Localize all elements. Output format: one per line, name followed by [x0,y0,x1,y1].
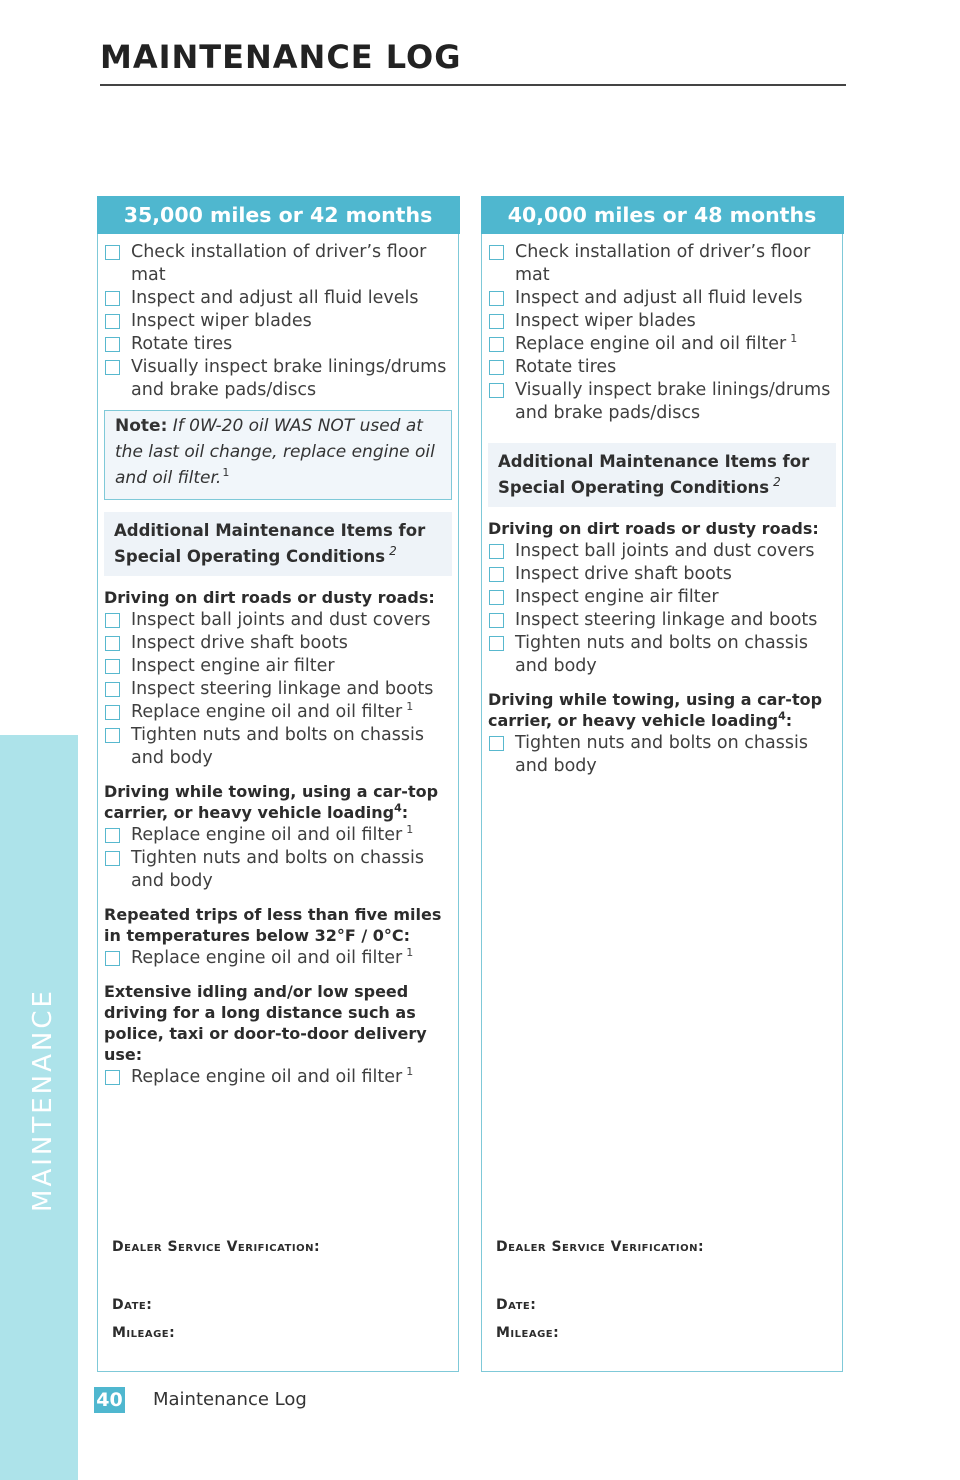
checkbox-icon[interactable] [105,659,120,674]
checklist-item: Inspect wiper blades [104,310,452,333]
dealer-verification-label: Dealer Service Verification: [112,1239,321,1255]
checklist-item: Tighten nuts and bolts on chassis and body [488,732,836,778]
checklist-item: Visually inspect brake linings/drums and brake pads/discs [488,379,836,425]
title-rule [100,84,846,86]
checklist-item: Visually inspect brake linings/drums and brake pads/discs [104,356,452,402]
checkbox-icon[interactable] [105,828,120,843]
section-tab-label: MAINTENANCE [28,988,58,1212]
note-label: Note: [115,415,168,436]
footnote-ref: 1 [406,1064,414,1078]
checkbox-icon[interactable] [489,567,504,582]
checkbox-icon[interactable] [105,360,120,375]
checkbox-icon[interactable] [489,590,504,605]
page-footer-label: Maintenance Log [153,1389,307,1410]
checkbox-icon[interactable] [105,705,120,720]
checklist-item: Inspect and adjust all fluid levels [104,287,452,310]
footnote-ref: 2 [773,475,781,489]
checkbox-icon[interactable] [105,613,120,628]
checklist-item: Inspect ball joints and dust covers [104,609,452,632]
date-label: Date: [112,1297,153,1313]
page-title: MAINTENANCE LOG [100,38,462,76]
service-column-35000 [97,196,459,1372]
condition-heading: Repeated trips of less than five miles in temperatures below 32°F / 0°C: [104,904,442,945]
checklist-item: Replace engine oil and oil filter $^1$ [104,824,452,847]
footnote-ref: 1 [790,331,798,345]
checkbox-icon[interactable] [489,291,504,306]
checklist-item: Check installation of driver’s floor mat [104,241,452,287]
checklist-item: Inspect drive shaft boots [104,632,452,655]
checkbox-icon[interactable] [489,736,504,751]
checkbox-icon[interactable] [105,245,120,260]
checklist-item: Tighten nuts and bolts on chassis and body [104,847,452,893]
footnote-ref: 1 [406,699,414,713]
footnote-ref: 2 [389,544,397,558]
condition-heading: Driving while towing, using a car-top carrier, or heavy vehicle loading$^4$: [488,689,823,730]
footnote-ref: 1 [406,945,414,959]
checkbox-icon[interactable] [105,337,120,352]
checkbox-icon[interactable] [105,1070,120,1085]
checkbox-icon[interactable] [105,291,120,306]
footnote-ref: 1 [222,465,230,479]
checkbox-icon[interactable] [489,314,504,329]
mileage-label: Mileage: [112,1325,176,1341]
checkbox-icon[interactable] [489,245,504,260]
checklist-item: Rotate tires [488,356,836,379]
checklist-item: Rotate tires [104,333,452,356]
checkbox-icon[interactable] [489,337,504,352]
checkbox-icon[interactable] [489,636,504,651]
date-label: Date: [496,1297,537,1313]
checklist-item: Inspect engine air filter [488,586,836,609]
checklist-item: Replace engine oil and oil filter $^1$ [104,947,452,970]
checklist-item: Inspect drive shaft boots [488,563,836,586]
checklist-item: Check installation of driver’s floor mat [488,241,836,287]
checkbox-icon[interactable] [105,951,120,966]
page-number: 40 [94,1387,125,1413]
dealer-verification-label: Dealer Service Verification: [496,1239,705,1255]
checkbox-icon[interactable] [105,314,120,329]
checkbox-icon[interactable] [105,636,120,651]
column-heading: 35,000 miles or 42 months [97,196,460,234]
checkbox-icon[interactable] [105,728,120,743]
condition-heading: Extensive idling and/or low speed driving for a long distance such as police, taxi or door-to-door delivery use: [104,981,427,1064]
condition-heading: Driving on dirt roads or dusty roads: [488,518,819,538]
checklist-item: Replace engine oil and oil filter $^1$ [104,701,452,724]
checkbox-icon[interactable] [489,613,504,628]
checklist-item: Tighten nuts and bolts on chassis and body [104,724,452,770]
checklist-item: Inspect and adjust all fluid levels [488,287,836,310]
column-heading: 40,000 miles or 48 months [481,196,844,234]
checkbox-icon[interactable] [105,682,120,697]
condition-heading: Driving on dirt roads or dusty roads: [104,587,435,607]
oil-note [104,410,452,500]
footnote-ref: 4 [778,709,786,723]
checklist-item: Inspect steering linkage and boots [488,609,836,632]
footnote-ref: 1 [406,822,414,836]
checkbox-icon[interactable] [105,851,120,866]
note-text: If 0W-20 oil WAS NOT used at the last oil change, replace engine oil and oil filter. [115,415,435,488]
checklist-item: Inspect engine air filter [104,655,452,678]
checkbox-icon[interactable] [489,383,504,398]
checkbox-icon[interactable] [489,360,504,375]
checkbox-icon[interactable] [489,544,504,559]
mileage-label: Mileage: [496,1325,560,1341]
additional-items-heading: Additional Maintenance Items for Special Operating Conditions $^2$ [104,512,452,576]
checklist-item: Inspect ball joints and dust covers [488,540,836,563]
checklist-item: Tighten nuts and bolts on chassis and body [488,632,836,678]
condition-heading: Driving while towing, using a car-top carrier, or heavy vehicle loading$^4$: [104,781,439,822]
service-column-40000 [481,196,843,1372]
checklist-item: Inspect steering linkage and boots [104,678,452,701]
checklist-item: Inspect wiper blades [488,310,836,333]
checklist-item: Replace engine oil and oil filter $^1$ [488,333,836,356]
checklist-item: Replace engine oil and oil filter $^1$ [104,1066,452,1089]
footnote-ref: 4 [394,801,402,815]
additional-items-heading: Additional Maintenance Items for Special Operating Conditions $^2$ [488,443,836,507]
